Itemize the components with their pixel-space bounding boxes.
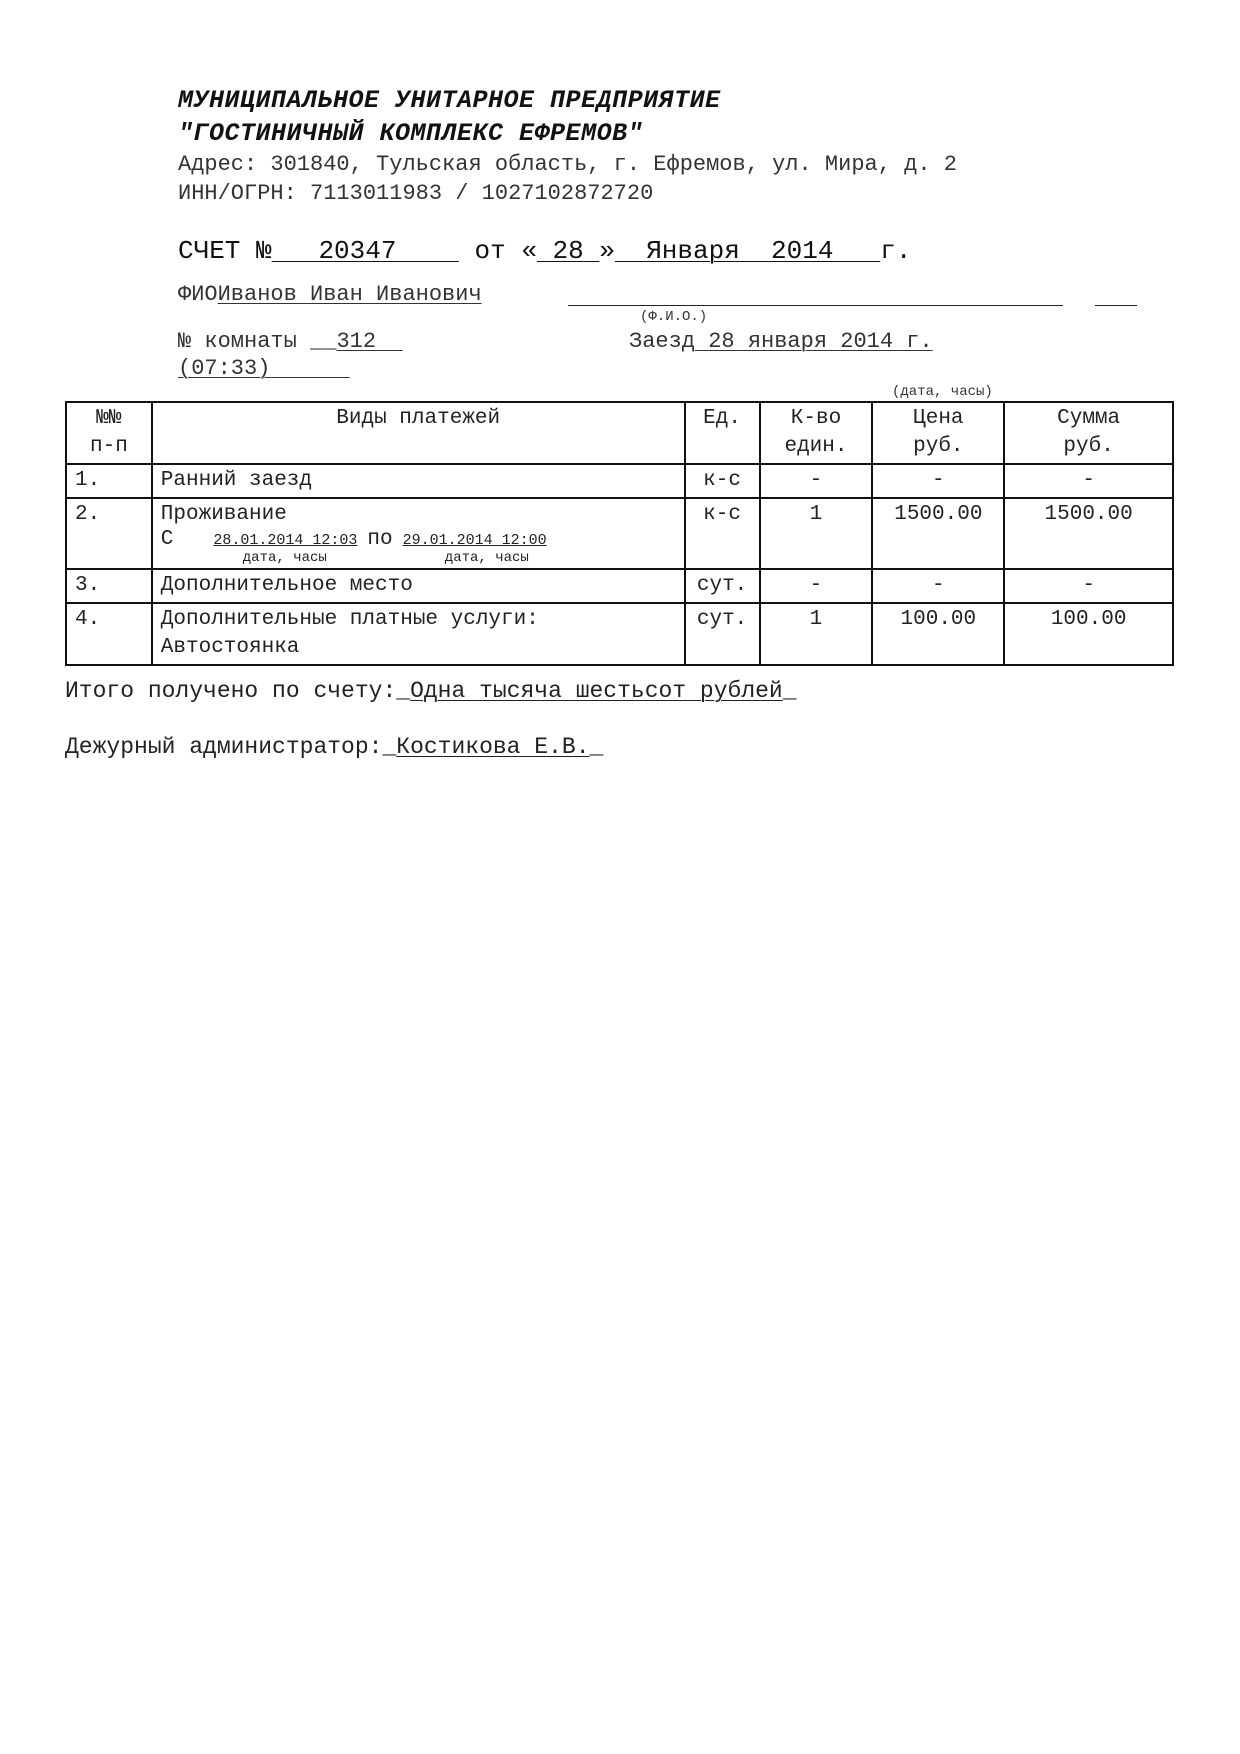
invoice-open-quote: « bbox=[521, 236, 537, 266]
table-row bbox=[66, 569, 1173, 603]
header-type: Виды платежей bbox=[152, 402, 685, 464]
cell-qty: 1 bbox=[760, 498, 873, 569]
org-name-line2: "ГОСТИНИЧНЫЙ КОМПЛЕКС ЕФРЕМОВ" bbox=[178, 119, 644, 148]
fio-value: Иванов Иван Иванович bbox=[217, 282, 482, 307]
invoice-month: Января bbox=[646, 236, 740, 266]
fio-hint: (Ф.И.О.) bbox=[640, 309, 708, 325]
table-row bbox=[66, 603, 1173, 665]
cell-qty: - bbox=[760, 569, 873, 603]
header-price: Цена руб. bbox=[872, 402, 1004, 464]
checkin-hint: (дата, часы) bbox=[892, 384, 993, 400]
header-qty: К-во един. bbox=[760, 402, 873, 464]
payments-table bbox=[65, 401, 1174, 666]
invoice-number: 20347 bbox=[318, 236, 397, 266]
period-hints: дата, часы дата, часы bbox=[242, 550, 529, 566]
cell-type: Ранний заезд bbox=[152, 464, 685, 498]
cell-type: Дополнительные платные услуги: Автостоянка bbox=[152, 603, 685, 665]
room-line: № комнаты __312 bbox=[178, 329, 377, 354]
address-value: 301840, Тульская область, г. Ефремов, ул. Мира, д. 2 bbox=[270, 152, 957, 177]
cell-num: 4. bbox=[66, 603, 152, 665]
checkin-line bbox=[629, 329, 933, 354]
fio-blank-1 bbox=[568, 304, 660, 306]
table-row bbox=[66, 498, 1173, 569]
cell-sum: 100.00 bbox=[1004, 603, 1173, 665]
cell-unit: к-с bbox=[685, 464, 760, 498]
checkin-value: 28 января 2014 г. bbox=[708, 329, 933, 354]
admin-line: Дежурный администратор:_Костикова Е.В._ bbox=[65, 734, 604, 760]
cell-type: Дополнительное место bbox=[152, 569, 685, 603]
total-value: Одна тысяча шестьсот рублей bbox=[410, 678, 783, 704]
cell-price: 100.00 bbox=[872, 603, 1004, 665]
admin-label: Дежурный администратор: bbox=[65, 734, 383, 760]
fio-label: ФИО bbox=[178, 282, 218, 307]
inn-value: 7113011983 / 1027102872720 bbox=[310, 181, 654, 206]
cell-qty: 1 bbox=[760, 603, 873, 665]
invoice-year-suffix: г. bbox=[880, 236, 912, 266]
cell-num: 1. bbox=[66, 464, 152, 498]
cell-unit: сут. bbox=[685, 569, 760, 603]
cell-price: - bbox=[872, 464, 1004, 498]
table-header-row bbox=[66, 402, 1173, 464]
fio-blank-3 bbox=[778, 304, 1063, 306]
org-address bbox=[178, 152, 957, 177]
cell-type: Проживание С 28.01.2014 12:03 по 29.01.2014 12:00 дата, часы дата, часы bbox=[152, 498, 685, 569]
fio-blank-4 bbox=[1095, 304, 1137, 306]
cell-unit: к-с bbox=[685, 498, 760, 569]
checkin-time-line bbox=[178, 356, 350, 381]
stay-period: С 28.01.2014 12:03 по 29.01.2014 12:00 bbox=[160, 528, 547, 551]
cell-sum: - bbox=[1004, 569, 1173, 603]
invoice-label: СЧЕТ № bbox=[178, 236, 272, 266]
cell-qty: - bbox=[760, 464, 873, 498]
total-label: Итого получено по счету: bbox=[65, 678, 397, 704]
invoice-close-quote: » bbox=[599, 236, 615, 266]
fio-line bbox=[178, 282, 482, 307]
org-name-line1: МУНИЦИПАЛЬНОЕ УНИТАРНОЕ ПРЕДПРИЯТИЕ bbox=[178, 86, 721, 115]
header-num: №№ п-п bbox=[66, 402, 152, 464]
header-unit: Ед. bbox=[685, 402, 760, 464]
invoice-year: 2014 bbox=[771, 236, 834, 266]
checkin-label: Заезд bbox=[629, 329, 696, 354]
cell-sum: 1500.00 bbox=[1004, 498, 1173, 569]
cell-price: - bbox=[872, 569, 1004, 603]
invoice-line bbox=[178, 236, 911, 266]
checkin-time: (07:33) bbox=[178, 356, 271, 381]
cell-num: 3. bbox=[66, 569, 152, 603]
cell-num: 2. bbox=[66, 498, 152, 569]
period-to: 29.01.2014 12:00 bbox=[402, 532, 547, 549]
fio-blank-2 bbox=[660, 304, 780, 306]
cell-price: 1500.00 bbox=[872, 498, 1004, 569]
invoice-day: 28 bbox=[552, 236, 584, 266]
header-sum: Сумма руб. bbox=[1004, 402, 1173, 464]
total-line: Итого получено по счету:_Одна тысяча шестьсот рублей_ bbox=[65, 678, 797, 704]
org-inn bbox=[178, 181, 653, 206]
period-from: 28.01.2014 12:03 bbox=[213, 532, 358, 549]
address-label: Адрес: bbox=[178, 152, 258, 177]
room-label: № комнаты bbox=[178, 329, 297, 354]
inn-label: ИНН/ОГРН: bbox=[178, 181, 297, 206]
room-value: 312 bbox=[336, 329, 377, 354]
cell-sum: - bbox=[1004, 464, 1173, 498]
cell-unit: сут. bbox=[685, 603, 760, 665]
table-row bbox=[66, 464, 1173, 498]
invoice-from-label: от bbox=[474, 236, 506, 266]
admin-value: Костикова Е.В. bbox=[396, 734, 590, 760]
